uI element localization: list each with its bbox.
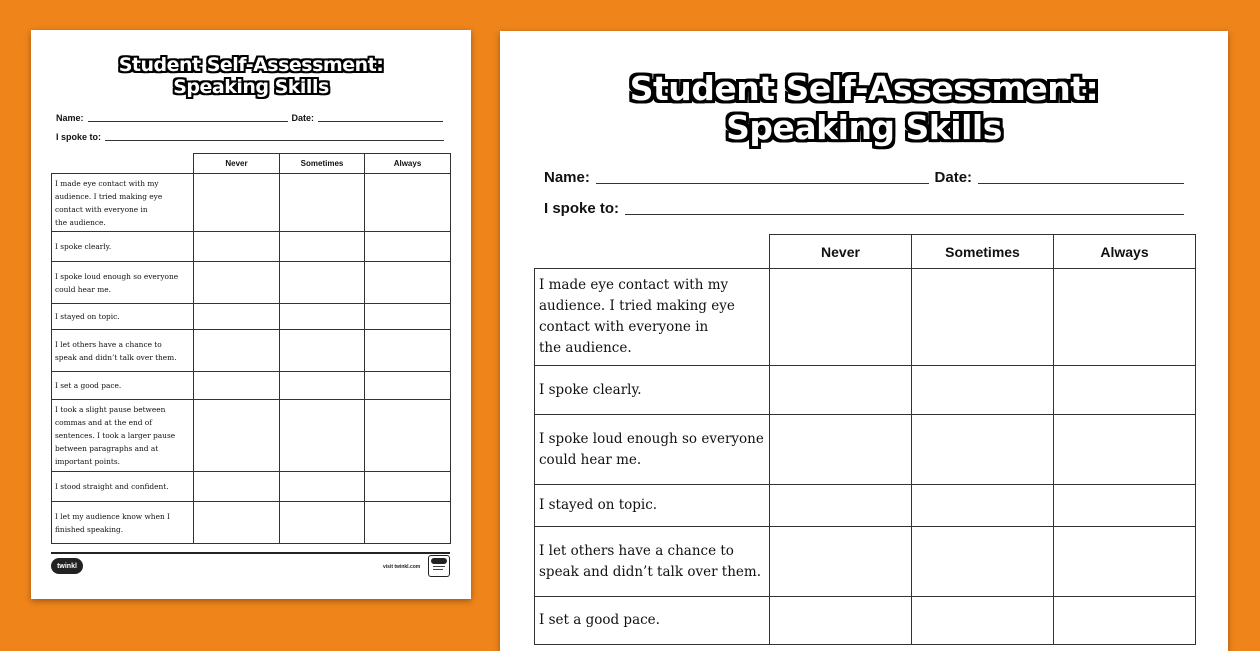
header-always: Always xyxy=(1054,235,1196,269)
worksheet-preview-small xyxy=(31,30,471,599)
quality-seal-icon xyxy=(428,555,450,577)
table-row xyxy=(535,527,1196,597)
assessment-table xyxy=(51,153,451,544)
spoke-to-label: I spoke to: xyxy=(56,132,102,142)
statement-line: sentences. I took a larger pause xyxy=(55,431,176,440)
statement-cell xyxy=(535,269,770,366)
always-cell[interactable] xyxy=(1054,415,1196,485)
sometimes-cell[interactable] xyxy=(912,366,1054,415)
header-never: Never xyxy=(770,235,912,269)
statement-line: between paragraphs and at xyxy=(55,444,159,453)
never-cell[interactable] xyxy=(770,269,912,366)
spoke-to-label: I spoke to: xyxy=(544,200,620,217)
statement-cell xyxy=(52,472,194,502)
statement-line: I spoke loud enough so everyone xyxy=(539,430,764,447)
sometimes-cell[interactable] xyxy=(280,372,365,400)
title-line-2: Speaking Skills xyxy=(726,108,1002,147)
statement-line: contact with everyone in xyxy=(55,204,148,214)
table-row xyxy=(52,372,451,400)
header-blank xyxy=(535,235,770,269)
table-row xyxy=(52,330,451,372)
table-row xyxy=(52,502,451,544)
statement-line: speak and didn’t talk over them. xyxy=(55,352,177,362)
never-cell[interactable] xyxy=(194,330,280,372)
never-cell[interactable] xyxy=(194,502,280,544)
date-label: Date: xyxy=(934,169,973,186)
never-cell[interactable] xyxy=(194,262,280,304)
sometimes-cell[interactable] xyxy=(912,269,1054,366)
always-cell[interactable] xyxy=(365,400,451,472)
statement-line: I stayed on topic. xyxy=(55,312,120,321)
statement-line: I spoke clearly. xyxy=(539,381,642,398)
sometimes-cell[interactable] xyxy=(912,415,1054,485)
always-cell[interactable] xyxy=(365,372,451,400)
date-label: Date: xyxy=(291,113,315,123)
worksheet-title xyxy=(31,54,471,98)
statement-cell xyxy=(52,330,194,372)
table-row xyxy=(52,472,451,502)
statement-line: the audience. xyxy=(55,217,106,227)
always-cell[interactable] xyxy=(365,232,451,262)
table-row xyxy=(52,232,451,262)
always-cell[interactable] xyxy=(365,330,451,372)
statement-line: I let others have a chance to xyxy=(55,339,162,349)
never-cell[interactable] xyxy=(770,597,912,645)
sometimes-cell[interactable] xyxy=(280,262,365,304)
sometimes-cell[interactable] xyxy=(280,400,365,472)
never-cell[interactable] xyxy=(194,232,280,262)
date-field[interactable] xyxy=(318,121,443,122)
never-cell[interactable] xyxy=(194,400,280,472)
sometimes-cell[interactable] xyxy=(280,304,365,330)
table-row xyxy=(535,269,1196,366)
worksheet-title xyxy=(500,69,1228,147)
sometimes-cell[interactable] xyxy=(280,472,365,502)
sometimes-cell[interactable] xyxy=(280,330,365,372)
statement-line: I set a good pace. xyxy=(55,381,122,390)
statement-cell xyxy=(535,527,770,597)
never-cell[interactable] xyxy=(194,304,280,330)
name-field[interactable] xyxy=(88,121,288,122)
table-row xyxy=(535,597,1196,645)
statement-line: commas and at the end of xyxy=(55,418,152,427)
statement-line: speak and didn’t talk over them. xyxy=(539,563,762,580)
statement-line: I let others have a chance to xyxy=(539,542,734,559)
statement-line: contact with everyone in xyxy=(539,319,709,335)
never-cell[interactable] xyxy=(770,527,912,597)
statement-line: I made eye contact with my xyxy=(539,277,729,293)
statement-line: could hear me. xyxy=(539,451,642,468)
sometimes-cell[interactable] xyxy=(280,502,365,544)
always-cell[interactable] xyxy=(1054,597,1196,645)
table-row xyxy=(52,174,451,232)
table-row xyxy=(52,400,451,472)
always-cell[interactable] xyxy=(1054,366,1196,415)
statement-cell xyxy=(535,366,770,415)
statement-line: I made eye contact with my xyxy=(55,178,159,188)
statement-line: audience. I tried making eye xyxy=(539,298,735,314)
statement-line: I stayed on topic. xyxy=(539,497,658,513)
name-label: Name: xyxy=(544,169,590,186)
statement-line: I stood straight and confident. xyxy=(55,482,169,491)
statement-cell xyxy=(535,415,770,485)
statement-line: I took a slight pause between xyxy=(55,405,166,414)
assessment-table xyxy=(534,234,1196,645)
never-cell[interactable] xyxy=(194,372,280,400)
statement-line: finished speaking. xyxy=(55,524,124,534)
always-cell[interactable] xyxy=(365,304,451,330)
name-field[interactable] xyxy=(596,183,929,184)
table-row xyxy=(535,366,1196,415)
always-cell[interactable] xyxy=(365,174,451,232)
title-line-1: Student Self-Assessment: xyxy=(118,54,384,76)
name-date-row xyxy=(544,169,1184,186)
footer-divider xyxy=(51,552,450,554)
visit-link[interactable]: visit twinkl.com xyxy=(383,564,421,570)
title-line-1: Student Self-Assessment: xyxy=(629,69,1099,108)
never-cell[interactable] xyxy=(770,415,912,485)
header-always: Always xyxy=(365,154,451,174)
statement-cell xyxy=(535,597,770,645)
statement-cell xyxy=(52,304,194,330)
always-cell[interactable] xyxy=(365,262,451,304)
table-row xyxy=(52,262,451,304)
sometimes-cell[interactable] xyxy=(912,527,1054,597)
header-sometimes: Sometimes xyxy=(280,154,365,174)
never-cell[interactable] xyxy=(194,174,280,232)
spoke-to-row xyxy=(56,132,444,142)
always-cell[interactable] xyxy=(1054,485,1196,527)
statement-line: the audience. xyxy=(539,340,632,356)
spoke-to-field[interactable] xyxy=(105,140,444,141)
sometimes-cell[interactable] xyxy=(912,597,1054,645)
worksheet-preview-large xyxy=(500,31,1228,651)
statement-cell xyxy=(52,400,194,472)
table-row xyxy=(52,304,451,330)
statement-cell xyxy=(535,485,770,527)
statement-cell xyxy=(52,174,194,232)
header-never: Never xyxy=(194,154,280,174)
spoke-to-field[interactable] xyxy=(625,214,1184,215)
statement-line: I spoke clearly. xyxy=(55,242,112,251)
statement-line: important points. xyxy=(55,457,120,466)
name-date-row xyxy=(56,113,444,123)
twinkl-logo: twinkl xyxy=(51,558,83,574)
statement-line: could hear me. xyxy=(55,284,111,294)
always-cell[interactable] xyxy=(365,502,451,544)
always-cell[interactable] xyxy=(1054,527,1196,597)
sometimes-cell[interactable] xyxy=(912,485,1054,527)
table-row xyxy=(535,485,1196,527)
never-cell[interactable] xyxy=(770,485,912,527)
always-cell[interactable] xyxy=(365,472,451,502)
never-cell[interactable] xyxy=(770,366,912,415)
name-label: Name: xyxy=(56,113,84,123)
never-cell[interactable] xyxy=(194,472,280,502)
header-sometimes: Sometimes xyxy=(912,235,1054,269)
header-blank xyxy=(52,154,194,174)
date-field[interactable] xyxy=(978,183,1184,184)
statement-cell xyxy=(52,502,194,544)
sometimes-cell[interactable] xyxy=(280,232,365,262)
spoke-to-row xyxy=(544,200,1184,217)
sometimes-cell[interactable] xyxy=(280,174,365,232)
statement-line: I let my audience know when I xyxy=(55,511,170,521)
statement-line: audience. I tried making eye xyxy=(55,191,163,201)
statement-line: I spoke loud enough so everyone xyxy=(55,271,179,281)
title-line-2: Speaking Skills xyxy=(173,76,329,98)
statement-line: I set a good pace. xyxy=(539,612,660,628)
statement-cell xyxy=(52,232,194,262)
statement-cell xyxy=(52,262,194,304)
statement-cell xyxy=(52,372,194,400)
table-row xyxy=(535,415,1196,485)
always-cell[interactable] xyxy=(1054,269,1196,366)
